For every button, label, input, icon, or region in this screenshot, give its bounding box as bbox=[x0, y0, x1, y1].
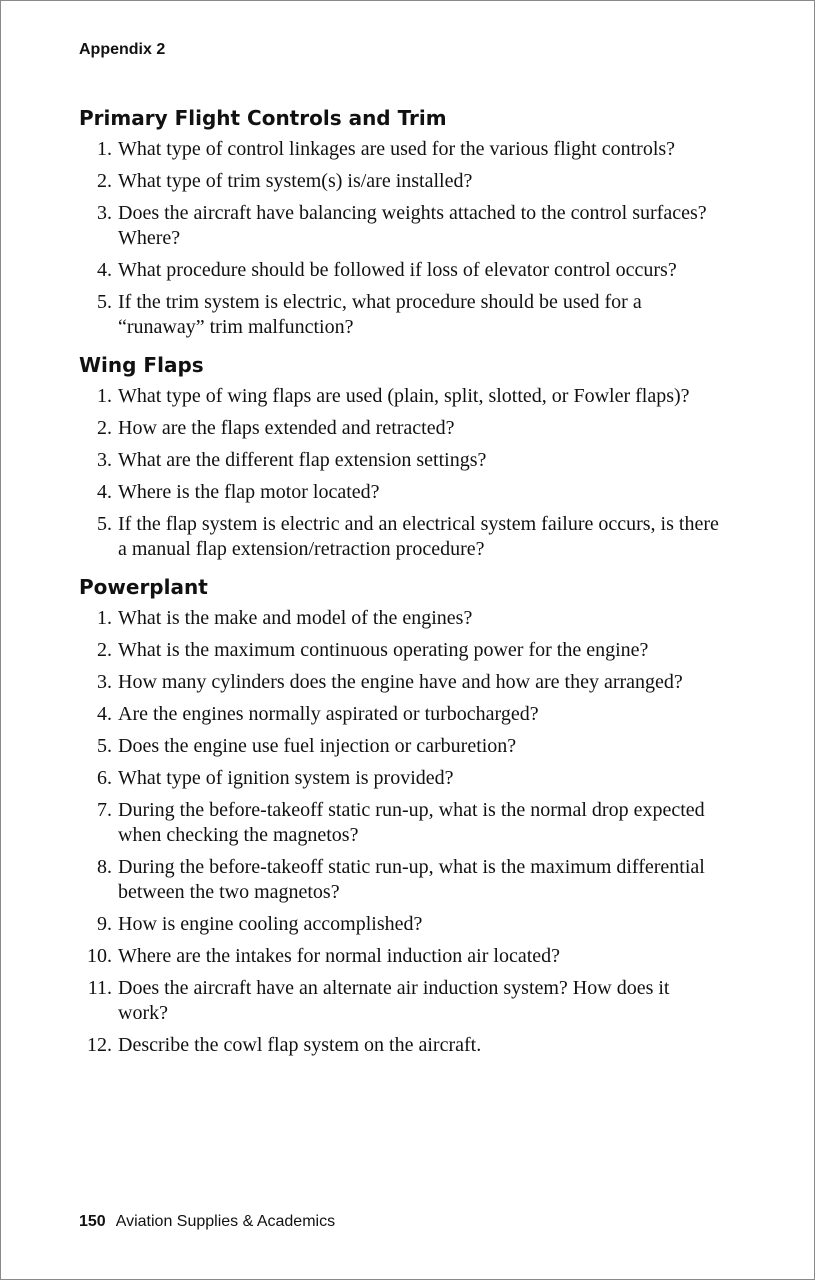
item-text: How are the flaps extended and retracted? bbox=[118, 417, 455, 439]
item-text: If the trim system is electric, what procedure should be used for a “runaway” trim malfunction? bbox=[118, 291, 642, 338]
list-item bbox=[79, 201, 719, 251]
question-list bbox=[79, 606, 719, 1058]
item-text: Does the aircraft have balancing weights attached to the control surfaces? Where? bbox=[118, 202, 707, 249]
item-number: 10. bbox=[87, 945, 112, 967]
item-number: 12. bbox=[87, 1034, 112, 1056]
item-text: Are the engines normally aspirated or turbocharged? bbox=[118, 703, 539, 725]
list-item bbox=[79, 798, 719, 848]
section-wing-flaps bbox=[79, 352, 719, 562]
running-head: Appendix 2 bbox=[79, 41, 166, 58]
item-number: 3. bbox=[97, 449, 112, 471]
list-item bbox=[79, 734, 719, 759]
item-text: What is the make and model of the engines? bbox=[118, 607, 473, 629]
page-footer bbox=[79, 1213, 335, 1231]
list-item bbox=[79, 766, 719, 791]
list-item bbox=[79, 944, 719, 969]
list-item bbox=[79, 137, 719, 162]
list-item bbox=[79, 512, 719, 562]
item-number: 9. bbox=[97, 913, 112, 935]
item-text: During the before-takeoff static run-up, what is the maximum differential between the two magnetos? bbox=[118, 856, 705, 903]
item-number: 2. bbox=[97, 170, 112, 192]
item-number: 4. bbox=[97, 481, 112, 503]
item-text: How is engine cooling accomplished? bbox=[118, 913, 423, 935]
list-item bbox=[79, 670, 719, 695]
item-text: What is the maximum continuous operating power for the engine? bbox=[118, 639, 649, 661]
section-powerplant bbox=[79, 574, 719, 1058]
item-text: If the flap system is electric and an electrical system failure occurs, is there a manual flap extension/retraction procedure? bbox=[118, 513, 719, 560]
section-primary-flight-controls bbox=[79, 105, 719, 340]
list-item bbox=[79, 855, 719, 905]
item-number: 1. bbox=[97, 607, 112, 629]
list-item bbox=[79, 416, 719, 441]
item-text: Does the aircraft have an alternate air induction system? How does it work? bbox=[118, 977, 670, 1024]
list-item bbox=[79, 1033, 719, 1058]
item-text: What type of ignition system is provided? bbox=[118, 767, 454, 789]
page-content bbox=[79, 105, 719, 1065]
item-text: What are the different flap extension settings? bbox=[118, 449, 487, 471]
item-text: Does the engine use fuel injection or carburetion? bbox=[118, 735, 517, 757]
item-text: What type of control linkages are used for the various flight controls? bbox=[118, 138, 676, 160]
list-item bbox=[79, 448, 719, 473]
list-item bbox=[79, 384, 719, 409]
item-number: 5. bbox=[97, 513, 112, 535]
publisher-name: Aviation Supplies & Academics bbox=[115, 1213, 336, 1230]
page-number: 150 bbox=[79, 1213, 106, 1230]
list-item bbox=[79, 606, 719, 631]
item-number: 3. bbox=[97, 202, 112, 224]
list-item bbox=[79, 258, 719, 283]
item-number: 8. bbox=[97, 856, 112, 878]
question-list bbox=[79, 137, 719, 340]
list-item bbox=[79, 702, 719, 727]
item-number: 1. bbox=[97, 385, 112, 407]
item-number: 11. bbox=[87, 977, 112, 999]
section-title: Powerplant bbox=[79, 575, 208, 599]
item-text: During the before-takeoff static run-up, what is the normal drop expected when checking the magnetos? bbox=[118, 799, 705, 846]
list-item bbox=[79, 912, 719, 937]
item-text: Describe the cowl flap system on the aircraft. bbox=[118, 1034, 482, 1056]
item-number: 4. bbox=[97, 703, 112, 725]
list-item bbox=[79, 638, 719, 663]
item-number: 3. bbox=[97, 671, 112, 693]
item-text: How many cylinders does the engine have and how are they arranged? bbox=[118, 671, 683, 693]
list-item bbox=[79, 169, 719, 194]
item-number: 7. bbox=[97, 799, 112, 821]
list-item bbox=[79, 480, 719, 505]
section-title: Primary Flight Controls and Trim bbox=[79, 106, 447, 130]
item-number: 2. bbox=[97, 417, 112, 439]
item-text: What type of wing flaps are used (plain, split, slotted, or Fowler flaps)? bbox=[118, 385, 690, 407]
list-item bbox=[79, 976, 719, 1026]
item-number: 5. bbox=[97, 291, 112, 313]
item-text: Where is the flap motor located? bbox=[118, 481, 380, 503]
item-text: What type of trim system(s) is/are installed? bbox=[118, 170, 473, 192]
list-item bbox=[79, 290, 719, 340]
section-title: Wing Flaps bbox=[79, 353, 204, 377]
item-text: What procedure should be followed if loss of elevator control occurs? bbox=[118, 259, 677, 281]
item-text: Where are the intakes for normal induction air located? bbox=[118, 945, 561, 967]
item-number: 1. bbox=[97, 138, 112, 160]
item-number: 5. bbox=[97, 735, 112, 757]
item-number: 4. bbox=[97, 259, 112, 281]
item-number: 2. bbox=[97, 639, 112, 661]
question-list bbox=[79, 384, 719, 562]
item-number: 6. bbox=[97, 767, 112, 789]
